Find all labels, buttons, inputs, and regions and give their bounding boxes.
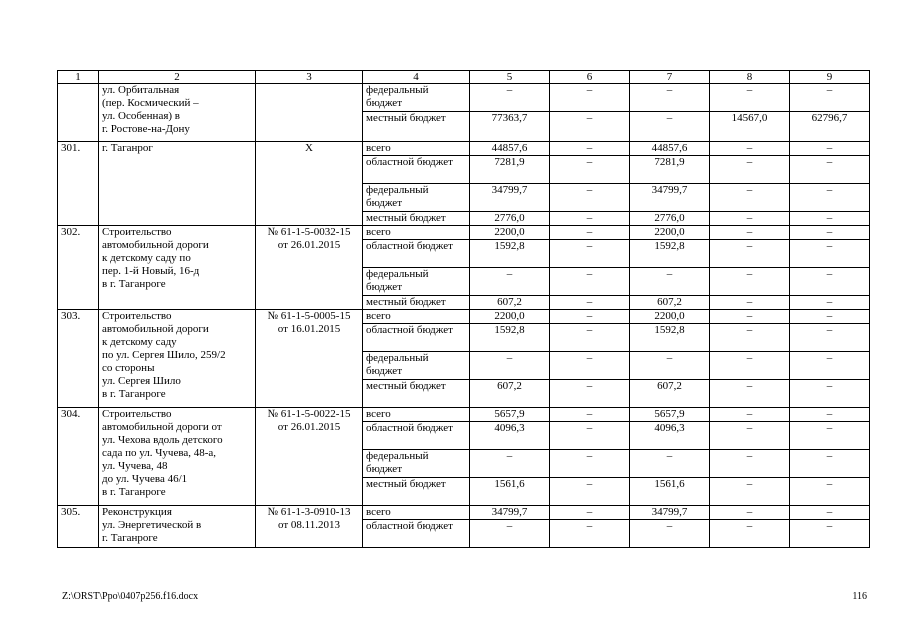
row-index: 305. — [58, 506, 99, 548]
funding-source: федеральный бюджет — [363, 352, 470, 380]
value-cell: – — [470, 84, 550, 112]
object-name — [99, 84, 256, 142]
value-cell: 34799,7 — [630, 184, 710, 212]
value-cell: – — [790, 478, 870, 506]
funding-source: федеральный бюджет — [363, 84, 470, 112]
text-line: ул. Чучева, 48 — [102, 460, 168, 472]
value-cell: – — [710, 408, 790, 422]
value-cell: 2200,0 — [630, 226, 710, 240]
col-header: 8 — [710, 71, 790, 84]
value-cell: 2776,0 — [630, 212, 710, 226]
text-line: от 26.01.2015 — [277, 421, 341, 433]
value-cell: – — [790, 450, 870, 478]
value-cell: – — [550, 142, 630, 156]
value-cell: 1561,6 — [630, 478, 710, 506]
value-cell: 34799,7 — [630, 506, 710, 520]
text-line: ул. Особенная) в — [102, 110, 180, 122]
text-line: по ул. Сергея Шило, 259/2 — [102, 349, 226, 361]
row-index: 302. — [58, 226, 99, 310]
value-cell: – — [710, 226, 790, 240]
funding-source: местный бюджет — [363, 478, 470, 506]
text-line: от 16.01.2015 — [277, 323, 341, 335]
value-cell: – — [710, 142, 790, 156]
document-ref — [256, 142, 363, 226]
funding-source: областной бюджет — [363, 520, 470, 548]
text-line: автомобильной дороги от — [102, 421, 222, 433]
value-cell: – — [710, 296, 790, 310]
text-line: автомобильной дороги — [102, 239, 209, 251]
value-cell: – — [550, 84, 630, 112]
value-cell: – — [550, 226, 630, 240]
text-line: № 61-1-5-0005-15 — [267, 310, 351, 322]
value-cell: – — [790, 296, 870, 310]
object-name — [99, 506, 256, 548]
row-index: 301. — [58, 142, 99, 226]
value-cell: – — [550, 156, 630, 184]
value-cell: 1592,8 — [630, 240, 710, 268]
funding-source: областной бюджет — [363, 240, 470, 268]
value-cell: – — [790, 352, 870, 380]
table-row — [58, 142, 870, 156]
value-cell: 4096,3 — [470, 422, 550, 450]
text-line: № 61-1-5-0032-15 — [267, 226, 351, 238]
text-line: Реконструкция — [102, 506, 172, 518]
value-cell: – — [710, 324, 790, 352]
value-cell: 77363,7 — [470, 112, 550, 142]
value-cell: 1592,8 — [470, 324, 550, 352]
value-cell: – — [710, 184, 790, 212]
text-line: № 61-1-3-0910-13 — [267, 506, 351, 518]
funding-source: всего — [363, 506, 470, 520]
text-line: от 26.01.2015 — [277, 239, 341, 251]
value-cell: 1561,6 — [470, 478, 550, 506]
text-line: ул. Энергетической в — [102, 519, 202, 531]
value-cell: – — [630, 352, 710, 380]
row-index: 303. — [58, 310, 99, 408]
value-cell: – — [790, 380, 870, 408]
object-name — [99, 226, 256, 310]
value-cell: – — [790, 408, 870, 422]
value-cell: – — [550, 380, 630, 408]
text-line: ул. Сергея Шило — [102, 375, 181, 387]
row-index — [58, 84, 99, 142]
value-cell: – — [550, 520, 630, 548]
col-header: 1 — [58, 71, 99, 84]
value-cell: – — [790, 184, 870, 212]
value-cell: – — [790, 520, 870, 548]
value-cell: – — [790, 268, 870, 296]
document-ref — [256, 84, 363, 142]
value-cell: 44857,6 — [630, 142, 710, 156]
col-header: 3 — [256, 71, 363, 84]
value-cell: – — [630, 450, 710, 478]
text-line: пер. 1-й Новый, 16-д — [102, 265, 200, 277]
value-cell: – — [550, 450, 630, 478]
value-cell: – — [630, 84, 710, 112]
value-cell: – — [710, 212, 790, 226]
value-cell: – — [710, 310, 790, 324]
value-cell: – — [710, 450, 790, 478]
value-cell: – — [550, 310, 630, 324]
value-cell: – — [470, 520, 550, 548]
value-cell: – — [470, 352, 550, 380]
text-line: Строительство — [102, 408, 172, 420]
budget-table — [57, 70, 870, 548]
value-cell: – — [710, 352, 790, 380]
value-cell: – — [710, 478, 790, 506]
value-cell: 2200,0 — [470, 310, 550, 324]
value-cell: – — [630, 268, 710, 296]
document-ref — [256, 310, 363, 408]
funding-source: всего — [363, 408, 470, 422]
document-ref — [256, 408, 363, 506]
value-cell: 5657,9 — [630, 408, 710, 422]
object-name — [99, 408, 256, 506]
col-header: 9 — [790, 71, 870, 84]
value-cell: 4096,3 — [630, 422, 710, 450]
value-cell: – — [710, 240, 790, 268]
text-line: г. Таганроге — [102, 532, 158, 544]
value-cell: – — [790, 226, 870, 240]
funding-source: федеральный бюджет — [363, 268, 470, 296]
value-cell: – — [710, 422, 790, 450]
value-cell: – — [790, 310, 870, 324]
value-cell: 2200,0 — [470, 226, 550, 240]
text-line: к детскому саду по — [102, 252, 191, 264]
funding-source: областной бюджет — [363, 324, 470, 352]
text-line: № 61-1-5-0022-15 — [267, 408, 351, 420]
funding-source: всего — [363, 310, 470, 324]
value-cell: 2776,0 — [470, 212, 550, 226]
funding-source: федеральный бюджет — [363, 450, 470, 478]
value-cell: – — [790, 156, 870, 184]
text-line: ул. Чехова вдоль детского — [102, 434, 223, 446]
funding-source: областной бюджет — [363, 156, 470, 184]
value-cell: 5657,9 — [470, 408, 550, 422]
value-cell: 1592,8 — [470, 240, 550, 268]
value-cell: – — [710, 156, 790, 184]
value-cell: – — [550, 506, 630, 520]
value-cell: – — [550, 240, 630, 268]
text-line: со стороны — [102, 362, 155, 374]
value-cell: – — [550, 352, 630, 380]
col-header: 5 — [470, 71, 550, 84]
funding-source: местный бюджет — [363, 212, 470, 226]
value-cell: – — [790, 506, 870, 520]
text-line: г. Таганрог — [102, 142, 153, 154]
table-row — [58, 84, 870, 112]
col-header: 4 — [363, 71, 470, 84]
text-line: в г. Таганроге — [102, 388, 166, 400]
value-cell: – — [710, 380, 790, 408]
document-ref — [256, 506, 363, 548]
value-cell: – — [710, 520, 790, 548]
value-cell: – — [550, 324, 630, 352]
table-row — [58, 506, 870, 520]
funding-source: всего — [363, 226, 470, 240]
funding-source: федеральный бюджет — [363, 184, 470, 212]
funding-source: областной бюджет — [363, 422, 470, 450]
value-cell: 607,2 — [630, 296, 710, 310]
value-cell: – — [470, 450, 550, 478]
value-cell: – — [550, 184, 630, 212]
text-line: Х — [305, 142, 313, 154]
value-cell: 607,2 — [630, 380, 710, 408]
page-number: 116 — [852, 591, 867, 602]
funding-source: местный бюджет — [363, 380, 470, 408]
value-cell: – — [550, 112, 630, 142]
value-cell: – — [470, 268, 550, 296]
value-cell: 1592,8 — [630, 324, 710, 352]
value-cell: 44857,6 — [470, 142, 550, 156]
value-cell: 62796,7 — [790, 112, 870, 142]
text-line: (пер. Космический – — [102, 97, 199, 109]
value-cell: – — [790, 84, 870, 112]
value-cell: – — [550, 268, 630, 296]
value-cell: – — [550, 478, 630, 506]
text-line: к детскому саду — [102, 336, 177, 348]
value-cell: – — [710, 84, 790, 112]
col-header: 6 — [550, 71, 630, 84]
object-name — [99, 310, 256, 408]
text-line: в г. Таганроге — [102, 486, 166, 498]
text-line: сада по ул. Чучева, 48-а, — [102, 447, 217, 459]
text-line: от 08.11.2013 — [277, 519, 340, 531]
document-ref — [256, 226, 363, 310]
text-line: ул. Орбитальная — [102, 84, 180, 96]
value-cell: 7281,9 — [470, 156, 550, 184]
text-line: Строительство — [102, 226, 172, 238]
value-cell: – — [790, 324, 870, 352]
value-cell: – — [710, 268, 790, 296]
row-index: 304. — [58, 408, 99, 506]
value-cell: 14567,0 — [710, 112, 790, 142]
value-cell: – — [550, 422, 630, 450]
value-cell: – — [710, 506, 790, 520]
header-row — [58, 71, 870, 84]
value-cell: 607,2 — [470, 296, 550, 310]
value-cell: – — [790, 142, 870, 156]
value-cell: – — [550, 408, 630, 422]
col-header: 2 — [99, 71, 256, 84]
value-cell: 2200,0 — [630, 310, 710, 324]
value-cell: 34799,7 — [470, 506, 550, 520]
text-line: до ул. Чучева 46/1 — [102, 473, 188, 485]
funding-source: всего — [363, 142, 470, 156]
text-line: г. Ростове-на-Дону — [102, 123, 190, 135]
value-cell: – — [630, 112, 710, 142]
object-name — [99, 142, 256, 226]
value-cell: – — [550, 212, 630, 226]
table-row — [58, 310, 870, 324]
text-line: в г. Таганроге — [102, 278, 166, 290]
value-cell: – — [790, 240, 870, 268]
col-header: 7 — [630, 71, 710, 84]
value-cell: 7281,9 — [630, 156, 710, 184]
table-row — [58, 408, 870, 422]
value-cell: – — [790, 212, 870, 226]
value-cell: – — [550, 296, 630, 310]
value-cell: 607,2 — [470, 380, 550, 408]
table-row — [58, 226, 870, 240]
funding-source: местный бюджет — [363, 296, 470, 310]
value-cell: – — [790, 422, 870, 450]
value-cell: 34799,7 — [470, 184, 550, 212]
value-cell: – — [630, 520, 710, 548]
funding-source: местный бюджет — [363, 112, 470, 142]
footer-file-path: Z:\ORST\Ppo\0407p256.f16.docx — [62, 591, 199, 602]
text-line: автомобильной дороги — [102, 323, 209, 335]
text-line: Строительство — [102, 310, 172, 322]
